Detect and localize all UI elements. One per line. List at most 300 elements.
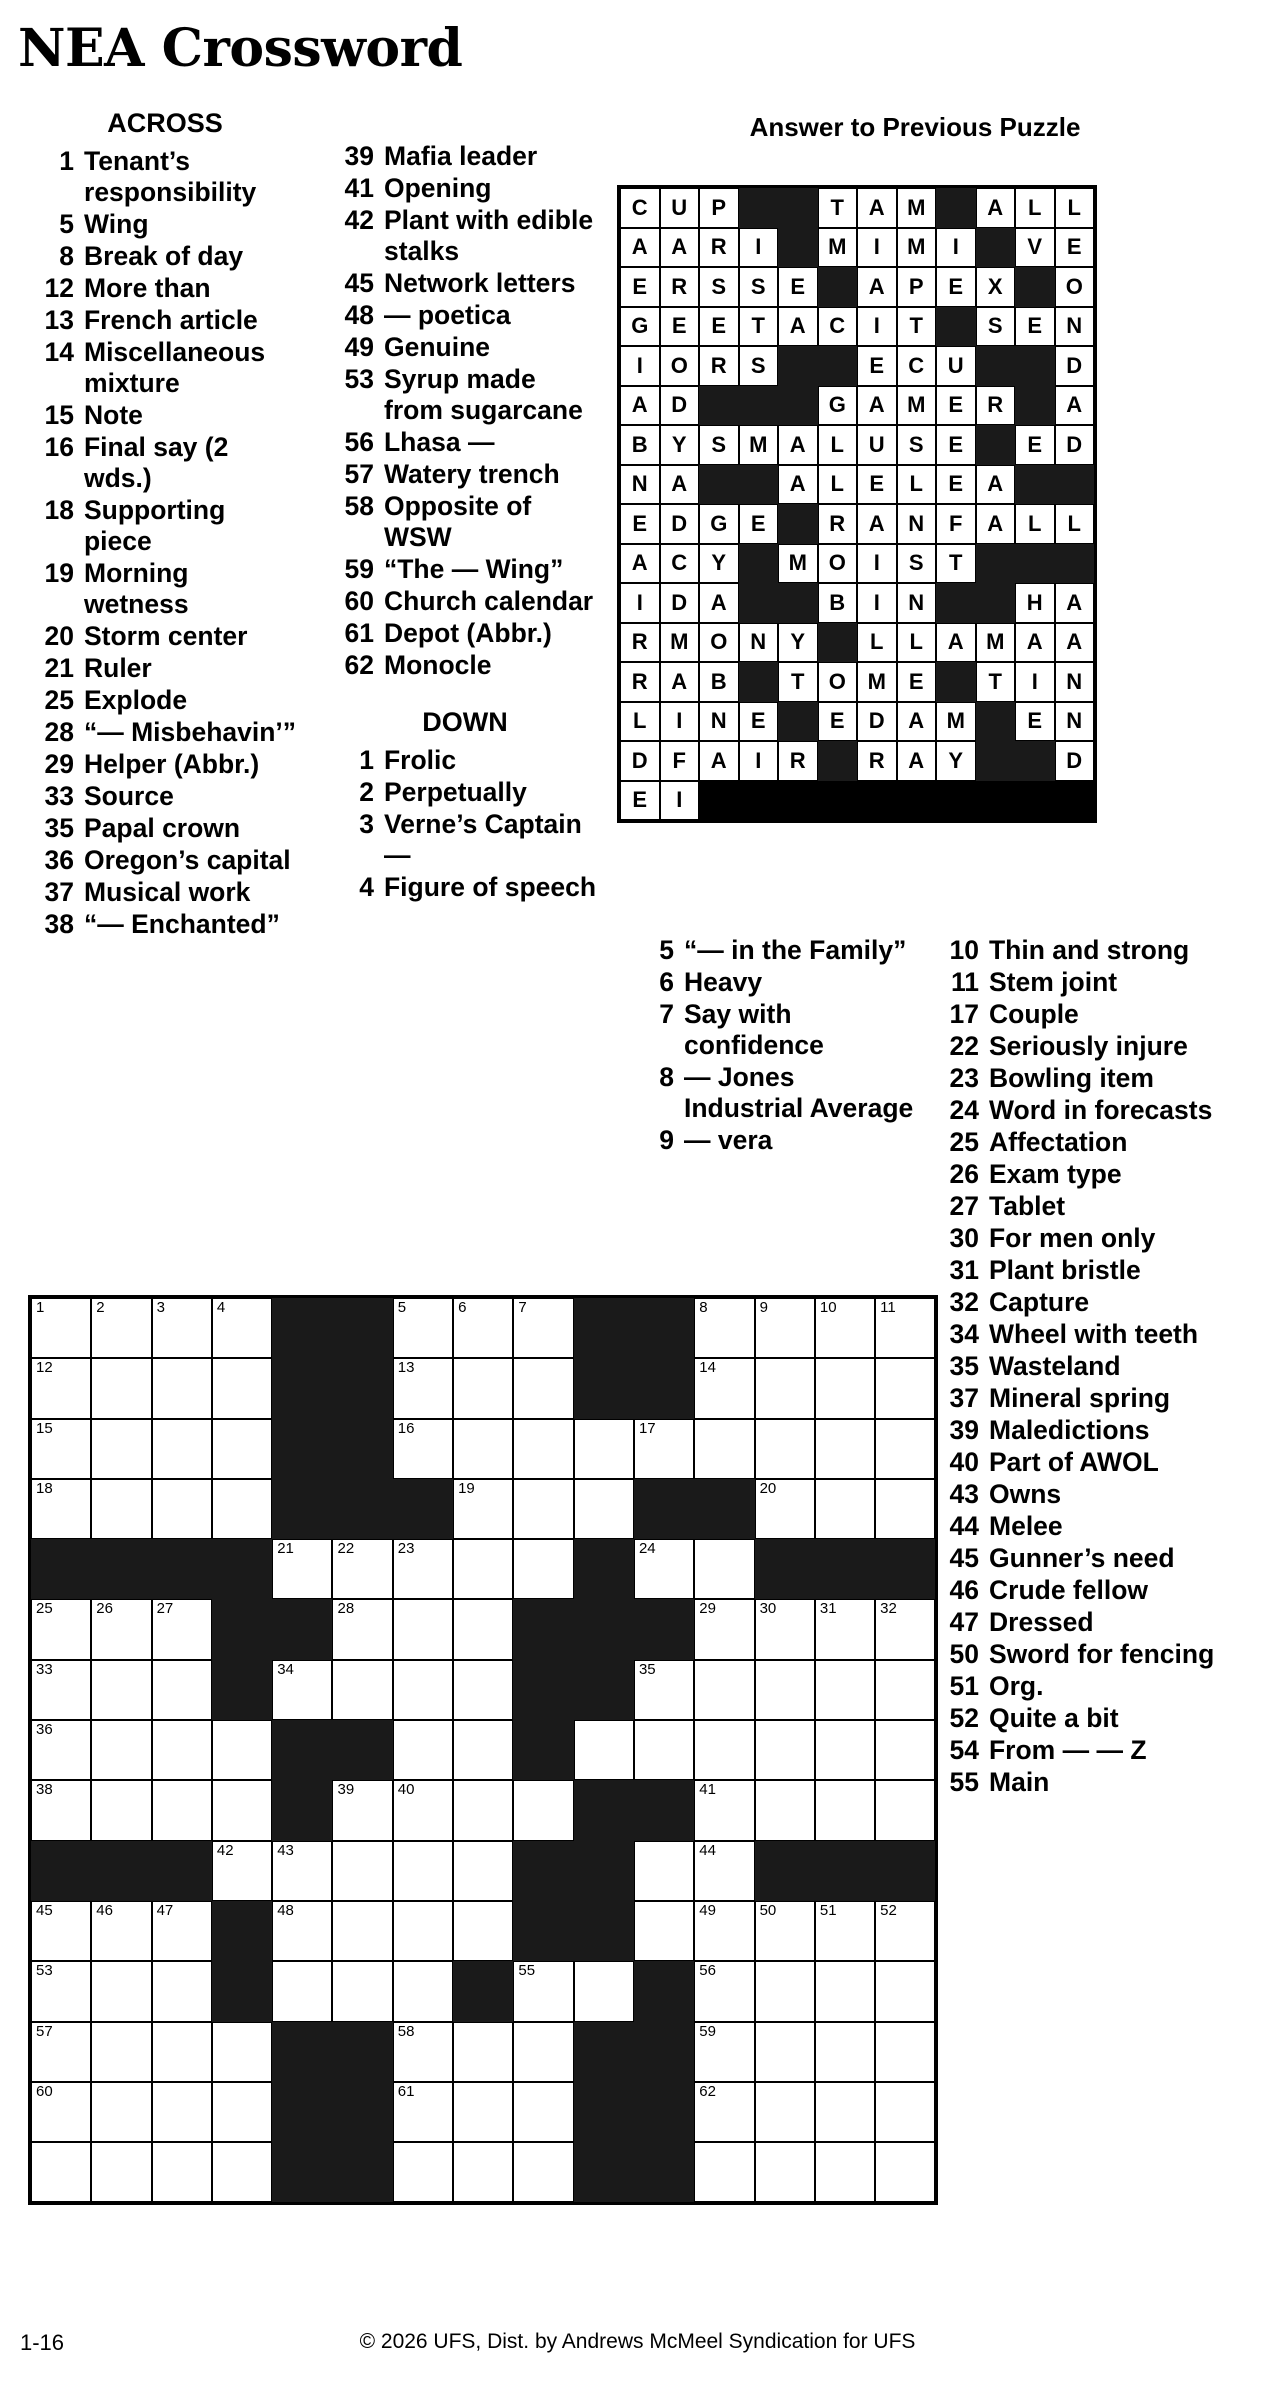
puzzle-cell[interactable] — [634, 1720, 694, 1780]
puzzle-cell[interactable] — [212, 1479, 272, 1539]
puzzle-cell[interactable] — [332, 1539, 392, 1599]
puzzle-cell[interactable] — [453, 2082, 513, 2142]
puzzle-cell[interactable] — [815, 1599, 875, 1659]
puzzle-cell[interactable] — [875, 2082, 935, 2142]
answer-block-cell — [818, 267, 858, 307]
clue-number: 46 — [949, 1575, 979, 1605]
answer-letter-cell: M — [976, 623, 1016, 663]
puzzle-cell[interactable] — [513, 1419, 573, 1479]
answer-block-cell — [739, 188, 779, 228]
puzzle-cell[interactable] — [755, 1720, 815, 1780]
puzzle-cell[interactable] — [152, 1901, 212, 1961]
puzzle-cell[interactable] — [755, 1479, 815, 1539]
answer-block-cell — [976, 425, 1016, 465]
puzzle-cell[interactable] — [694, 1660, 754, 1720]
puzzle-cell-number: 21 — [277, 1540, 294, 1558]
puzzle-cell[interactable] — [453, 1780, 513, 1840]
puzzle-cell-number: 49 — [699, 1901, 716, 1919]
clue-number: 5 — [659, 935, 674, 965]
answer-letter-cell: A — [660, 465, 700, 505]
puzzle-cell[interactable] — [755, 2142, 815, 2202]
puzzle-cell[interactable] — [91, 2142, 151, 2202]
puzzle-block-cell — [332, 1479, 392, 1539]
answer-letter-cell: N — [897, 583, 937, 623]
puzzle-cell[interactable] — [875, 1720, 935, 1780]
clue-number: 52 — [949, 1703, 979, 1733]
puzzle-cell[interactable] — [574, 1419, 634, 1479]
puzzle-cell[interactable] — [453, 1298, 513, 1358]
puzzle-block-cell — [574, 2082, 634, 2142]
puzzle-cell[interactable] — [393, 2022, 453, 2082]
puzzle-cell[interactable] — [875, 1298, 935, 1358]
puzzle-cell[interactable] — [815, 2142, 875, 2202]
puzzle-cell-number: 42 — [216, 1841, 234, 1859]
puzzle-block-cell — [513, 1901, 573, 1961]
answer-block-cell — [739, 465, 779, 505]
puzzle-cell[interactable] — [574, 1479, 634, 1539]
clue-text: Frolic — [384, 744, 457, 775]
puzzle-cell[interactable] — [694, 1780, 754, 1840]
puzzle-cell[interactable] — [755, 1298, 815, 1358]
clue-text: Note — [84, 399, 143, 430]
puzzle-cell[interactable] — [152, 2142, 212, 2202]
puzzle-cell[interactable] — [815, 1660, 875, 1720]
puzzle-cell[interactable] — [332, 1841, 392, 1901]
puzzle-cell[interactable] — [453, 1901, 513, 1961]
answer-letter-cell: G — [620, 307, 660, 347]
clue-text: Org. — [989, 1671, 1044, 1701]
answer-block-cell — [976, 544, 1016, 584]
answer-block-cell — [739, 583, 779, 623]
clue-text: Say with confidence — [684, 999, 824, 1060]
puzzle-cell[interactable] — [513, 2022, 573, 2082]
puzzle-cell[interactable] — [31, 1901, 91, 1961]
puzzle-block-cell — [875, 1841, 935, 1901]
puzzle-cell[interactable] — [694, 1419, 754, 1479]
clue-text: Maledictions — [989, 1415, 1150, 1445]
puzzle-cell[interactable] — [91, 1961, 151, 2021]
clue-text: Depot (Abbr.) — [384, 618, 552, 648]
puzzle-cell[interactable] — [815, 1479, 875, 1539]
puzzle-cell[interactable] — [272, 1660, 332, 1720]
puzzle-cell-number: 61 — [397, 2082, 415, 2100]
puzzle-cell[interactable] — [875, 1358, 935, 1418]
clue-item — [935, 1703, 1245, 1734]
clue-number: 3 — [359, 808, 374, 839]
clue-text: Helper (Abbr.) — [84, 748, 260, 779]
clue-text: Sword for fencing — [989, 1639, 1215, 1669]
clue-number: 10 — [949, 935, 979, 965]
puzzle-cell[interactable] — [815, 1358, 875, 1418]
puzzle-cell[interactable] — [694, 1961, 754, 2021]
puzzle-cell[interactable] — [875, 2142, 935, 2202]
puzzle-cell[interactable] — [755, 1780, 815, 1840]
answer-letter-cell: D — [660, 583, 700, 623]
clue-item — [935, 1671, 1245, 1702]
puzzle-cell[interactable] — [875, 1660, 935, 1720]
puzzle-cell[interactable] — [31, 1419, 91, 1479]
puzzle-cell[interactable] — [634, 1660, 694, 1720]
puzzle-cell[interactable] — [694, 1901, 754, 1961]
clue-item — [935, 1383, 1245, 1414]
puzzle-cell[interactable] — [513, 1298, 573, 1358]
clue-number: 57 — [344, 459, 374, 489]
puzzle-cell[interactable] — [634, 1539, 694, 1599]
answer-letter-cell: R — [857, 741, 897, 781]
puzzle-cell-number: 33 — [36, 1660, 53, 1678]
puzzle-cell[interactable] — [31, 1298, 91, 1358]
puzzle-cell[interactable] — [332, 1780, 392, 1840]
clue-text: Part of AWOL — [989, 1447, 1159, 1477]
clue-item — [330, 427, 600, 458]
puzzle-cell[interactable] — [31, 2022, 91, 2082]
puzzle-cell[interactable] — [31, 1720, 91, 1780]
clue-text: Wing — [84, 208, 149, 239]
clue-text: Dressed — [989, 1607, 1094, 1637]
clue-item — [30, 337, 300, 399]
puzzle-cell[interactable] — [393, 1599, 453, 1659]
puzzle-cell[interactable] — [634, 1841, 694, 1901]
answer-block-cell — [699, 386, 739, 426]
clue-number: 11 — [950, 967, 979, 997]
puzzle-cell[interactable] — [453, 2022, 513, 2082]
puzzle-block-cell — [634, 2082, 694, 2142]
puzzle-cell[interactable] — [152, 1358, 212, 1418]
answer-letter-cell: T — [936, 544, 976, 584]
answer-block-cell — [778, 346, 818, 386]
clue-item — [30, 909, 300, 940]
puzzle-cell[interactable] — [755, 1599, 815, 1659]
clue-text: Watery trench — [384, 459, 560, 489]
answer-letter-cell: A — [699, 583, 739, 623]
puzzle-cell[interactable] — [453, 2142, 513, 2202]
puzzle-cell[interactable] — [755, 1419, 815, 1479]
clue-text: Syrup made from sugarcane — [384, 364, 583, 425]
answer-letter-cell: A — [660, 228, 700, 268]
puzzle-cell[interactable] — [815, 1780, 875, 1840]
puzzle-cell[interactable] — [212, 1419, 272, 1479]
puzzle-cell[interactable] — [152, 1479, 212, 1539]
answer-block-cell — [936, 662, 976, 702]
puzzle-cell[interactable] — [31, 1660, 91, 1720]
puzzle-cell-number: 8 — [699, 1299, 708, 1316]
answer-block-cell — [1015, 465, 1055, 505]
answer-letter-cell: G — [818, 386, 858, 426]
puzzle-cell[interactable] — [91, 1720, 151, 1780]
clue-text: French article — [84, 304, 258, 335]
answer-block-cell — [778, 583, 818, 623]
down-clues-column-2 — [630, 935, 920, 1157]
clue-text: Crude fellow — [989, 1575, 1149, 1605]
puzzle-cell-number: 3 — [156, 1299, 165, 1316]
clue-number: 48 — [344, 300, 374, 330]
clue-item — [330, 173, 600, 204]
clue-text: Plant with edible stalks — [384, 205, 594, 266]
clue-item — [330, 745, 600, 776]
answer-letter-cell: M — [660, 623, 700, 663]
puzzle-cell[interactable] — [574, 1961, 634, 2021]
puzzle-cell[interactable] — [694, 1841, 754, 1901]
puzzle-cell[interactable] — [393, 1720, 453, 1780]
answer-letter-cell: H — [1015, 583, 1055, 623]
puzzle-cell[interactable] — [152, 1780, 212, 1840]
clue-text: Explode — [84, 684, 188, 715]
puzzle-cell[interactable] — [755, 1961, 815, 2021]
clue-number: 23 — [949, 1063, 979, 1093]
puzzle-cell[interactable] — [393, 2142, 453, 2202]
puzzle-cell[interactable] — [694, 2022, 754, 2082]
puzzle-block-cell — [91, 1539, 151, 1599]
puzzle-cell[interactable] — [212, 1780, 272, 1840]
puzzle-cell[interactable] — [31, 1961, 91, 2021]
clue-text: “— in the Family” — [684, 935, 907, 965]
puzzle-cell[interactable] — [634, 1901, 694, 1961]
puzzle-cell[interactable] — [453, 1539, 513, 1599]
puzzle-cell[interactable] — [272, 1841, 332, 1901]
answer-letter-cell: N — [739, 623, 779, 663]
puzzle-cell[interactable] — [875, 1780, 935, 1840]
puzzle-cell[interactable] — [91, 1419, 151, 1479]
puzzle-cell[interactable] — [152, 1961, 212, 2021]
puzzle-cell[interactable] — [152, 1298, 212, 1358]
puzzle-cell[interactable] — [393, 1961, 453, 2021]
previous-answer-heading: Answer to Previous Puzzle — [749, 112, 1081, 142]
clue-item — [935, 1287, 1245, 1318]
answer-letter-cell: T — [818, 188, 858, 228]
puzzle-cell[interactable] — [393, 1901, 453, 1961]
answer-letter-cell: L — [620, 702, 660, 742]
puzzle-block-cell — [574, 1780, 634, 1840]
puzzle-cell[interactable] — [31, 2082, 91, 2142]
across-clues-column-2 — [330, 108, 600, 904]
puzzle-cell[interactable] — [31, 1479, 91, 1539]
puzzle-block-cell — [272, 1358, 332, 1418]
puzzle-cell[interactable] — [212, 1841, 272, 1901]
puzzle-cell[interactable] — [513, 1961, 573, 2021]
puzzle-cell[interactable] — [815, 1419, 875, 1479]
puzzle-cell[interactable] — [694, 1298, 754, 1358]
answer-letter-cell: A — [620, 228, 660, 268]
answer-letter-cell: E — [1055, 228, 1095, 268]
clue-item — [630, 1062, 920, 1124]
clue-item — [630, 1125, 920, 1156]
puzzle-cell[interactable] — [91, 1660, 151, 1720]
puzzle-cell-number: 7 — [518, 1299, 527, 1316]
puzzle-cell[interactable] — [91, 1479, 151, 1539]
puzzle-cell[interactable] — [393, 1841, 453, 1901]
puzzle-block-cell — [755, 1539, 815, 1599]
puzzle-cell[interactable] — [815, 1720, 875, 1780]
clue-number: 24 — [949, 1095, 979, 1125]
puzzle-cell[interactable] — [152, 1720, 212, 1780]
answer-letter-cell: S — [976, 307, 1016, 347]
puzzle-cell[interactable] — [332, 1901, 392, 1961]
puzzle-cell[interactable] — [815, 2082, 875, 2142]
answer-letter-cell: B — [699, 662, 739, 702]
answer-block-cell — [778, 702, 818, 742]
puzzle-cell[interactable] — [513, 2142, 573, 2202]
puzzle-cell[interactable] — [513, 2082, 573, 2142]
puzzle-cell[interactable] — [453, 1419, 513, 1479]
puzzle-cell[interactable] — [31, 1358, 91, 1418]
puzzle-cell[interactable] — [513, 1539, 573, 1599]
puzzle-cell[interactable] — [91, 2022, 151, 2082]
clue-item — [935, 1031, 1245, 1062]
puzzle-cell[interactable] — [755, 2082, 815, 2142]
puzzle-cell[interactable] — [272, 1539, 332, 1599]
puzzle-cell[interactable] — [875, 1961, 935, 2021]
clue-item — [935, 1063, 1245, 1094]
puzzle-cell[interactable] — [332, 1660, 392, 1720]
clue-number: 27 — [949, 1191, 979, 1221]
puzzle-grid[interactable] — [28, 1295, 938, 2205]
answer-letter-cell: L — [818, 465, 858, 505]
clue-item — [330, 554, 600, 585]
puzzle-cell[interactable] — [31, 2142, 91, 2202]
clue-item — [30, 209, 300, 240]
answer-letter-cell: A — [1015, 623, 1055, 663]
clue-text: Capture — [989, 1287, 1090, 1317]
puzzle-cell[interactable] — [91, 1298, 151, 1358]
puzzle-cell[interactable] — [875, 1599, 935, 1659]
puzzle-cell[interactable] — [694, 1358, 754, 1418]
answer-block-cell — [778, 504, 818, 544]
puzzle-cell[interactable] — [513, 1780, 573, 1840]
puzzle-cell[interactable] — [453, 1599, 513, 1659]
answer-letter-cell: E — [936, 425, 976, 465]
puzzle-cell[interactable] — [393, 1298, 453, 1358]
puzzle-cell[interactable] — [272, 1961, 332, 2021]
puzzle-cell[interactable] — [694, 2142, 754, 2202]
clue-item — [30, 621, 300, 652]
puzzle-cell[interactable] — [393, 1358, 453, 1418]
puzzle-cell[interactable] — [453, 1841, 513, 1901]
puzzle-cell[interactable] — [755, 1358, 815, 1418]
puzzle-cell[interactable] — [694, 1539, 754, 1599]
puzzle-cell[interactable] — [212, 2142, 272, 2202]
puzzle-cell[interactable] — [212, 2082, 272, 2142]
puzzle-cell-number: 16 — [397, 1419, 415, 1437]
puzzle-cell[interactable] — [634, 1419, 694, 1479]
puzzle-cell[interactable] — [393, 1780, 453, 1840]
puzzle-cell[interactable] — [393, 1539, 453, 1599]
answer-letter-cell: E — [699, 307, 739, 347]
puzzle-cell[interactable] — [694, 1720, 754, 1780]
clue-item — [935, 1607, 1245, 1638]
puzzle-cell[interactable] — [91, 2082, 151, 2142]
puzzle-cell[interactable] — [152, 2082, 212, 2142]
answer-letter-cell: R — [976, 386, 1016, 426]
answer-block-cell — [1015, 544, 1055, 584]
answer-letter-cell: U — [857, 425, 897, 465]
answer-letter-cell: E — [857, 465, 897, 505]
puzzle-cell[interactable] — [755, 1660, 815, 1720]
puzzle-cell[interactable] — [513, 1358, 573, 1418]
answer-letter-cell: E — [739, 504, 779, 544]
answer-letter-cell: I — [936, 228, 976, 268]
clue-number: 53 — [344, 364, 374, 394]
clue-text: Affectation — [989, 1127, 1128, 1157]
puzzle-cell[interactable] — [91, 1780, 151, 1840]
puzzle-cell[interactable] — [91, 1599, 151, 1659]
puzzle-cell[interactable] — [755, 2022, 815, 2082]
answer-letter-cell: L — [1015, 504, 1055, 544]
puzzle-cell[interactable] — [694, 2082, 754, 2142]
answer-letter-cell: E — [936, 386, 976, 426]
puzzle-cell[interactable] — [152, 1660, 212, 1720]
puzzle-cell[interactable] — [875, 1419, 935, 1479]
puzzle-cell[interactable] — [212, 1298, 272, 1358]
puzzle-cell[interactable] — [332, 1599, 392, 1659]
puzzle-cell[interactable] — [393, 1660, 453, 1720]
puzzle-cell[interactable] — [152, 2022, 212, 2082]
clue-number: 19 — [44, 557, 74, 588]
answer-block-cell — [1015, 346, 1055, 386]
clue-text: Musical work — [84, 876, 251, 907]
clue-text: Source — [84, 780, 174, 811]
puzzle-cell[interactable] — [152, 1419, 212, 1479]
clue-text: Opposite of WSW — [384, 491, 532, 552]
answer-letter-cell: D — [1055, 346, 1095, 386]
puzzle-cell[interactable] — [91, 1901, 151, 1961]
puzzle-cell-number: 32 — [880, 1600, 897, 1618]
puzzle-cell[interactable] — [31, 1599, 91, 1659]
puzzle-cell[interactable] — [453, 1720, 513, 1780]
puzzle-cell[interactable] — [212, 1358, 272, 1418]
puzzle-cell[interactable] — [875, 1901, 935, 1961]
puzzle-cell[interactable] — [574, 1720, 634, 1780]
puzzle-cell-number: 11 — [880, 1299, 896, 1316]
puzzle-cell[interactable] — [815, 1901, 875, 1961]
puzzle-cell[interactable] — [272, 1901, 332, 1961]
puzzle-cell[interactable] — [875, 2022, 935, 2082]
puzzle-cell[interactable] — [212, 2022, 272, 2082]
puzzle-cell[interactable] — [332, 1961, 392, 2021]
puzzle-cell[interactable] — [393, 1419, 453, 1479]
answer-letter-cell: R — [660, 267, 700, 307]
puzzle-cell[interactable] — [694, 1599, 754, 1659]
clue-item — [935, 999, 1245, 1030]
puzzle-cell[interactable] — [393, 2082, 453, 2142]
answer-letter-cell: E — [1015, 307, 1055, 347]
clue-number: 16 — [44, 431, 74, 462]
clue-text: Verne’s Captain — — [384, 808, 582, 870]
puzzle-cell[interactable] — [453, 1358, 513, 1418]
answer-letter-cell: P — [897, 267, 937, 307]
clue-item — [935, 1319, 1245, 1350]
puzzle-cell[interactable] — [875, 1479, 935, 1539]
puzzle-cell[interactable] — [152, 1599, 212, 1659]
clue-number: 1 — [59, 145, 74, 176]
clue-number: 4 — [359, 871, 374, 902]
puzzle-cell[interactable] — [513, 1479, 573, 1539]
puzzle-cell-number: 6 — [458, 1299, 467, 1316]
clue-text: Mineral spring — [989, 1383, 1171, 1413]
answer-block-cell — [778, 386, 818, 426]
puzzle-cell[interactable] — [212, 1720, 272, 1780]
puzzle-cell[interactable] — [453, 1660, 513, 1720]
puzzle-cell[interactable] — [31, 1780, 91, 1840]
puzzle-cell[interactable] — [815, 1298, 875, 1358]
puzzle-cell[interactable] — [91, 1358, 151, 1418]
puzzle-cell[interactable] — [815, 2022, 875, 2082]
puzzle-cell[interactable] — [755, 1901, 815, 1961]
answer-letter-cell: I — [660, 702, 700, 742]
puzzle-cell-number: 5 — [397, 1299, 407, 1316]
puzzle-cell[interactable] — [815, 1961, 875, 2021]
puzzle-cell[interactable] — [453, 1479, 513, 1539]
puzzle-block-cell — [152, 1841, 212, 1901]
